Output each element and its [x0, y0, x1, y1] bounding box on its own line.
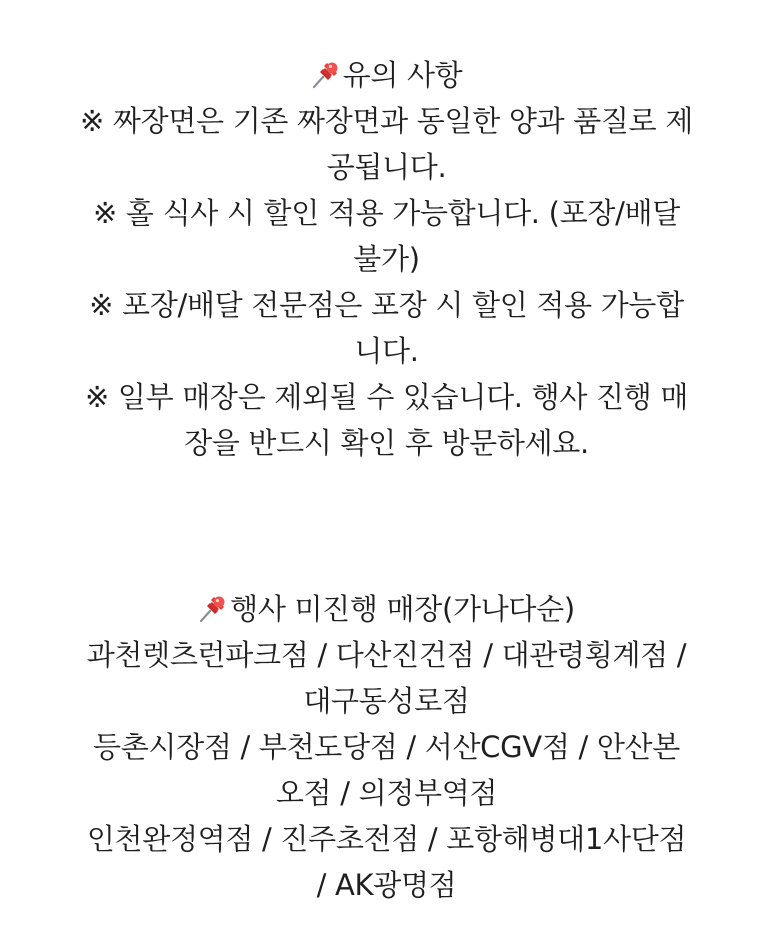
excluded-stores-section [0, 586, 773, 908]
stores-heading [0, 586, 773, 632]
store-list-line: / AK광명점 [316, 868, 457, 902]
pushpin-icon [198, 593, 228, 623]
notice-line: ※ 짜장면은 기존 짜장면과 동일한 양과 품질로 제 [80, 104, 693, 138]
stores-heading-text: 행사 미진행 매장(가나다순) [230, 592, 575, 626]
store-list-line: 과천렛츠런파크점 / 다산진건점 / 대관령횡계점 / [86, 638, 687, 672]
store-list-line: 등촌시장점 / 부천도당점 / 서산CGV점 / 안산본 [92, 730, 680, 764]
store-list-line: 대구동성로점 [303, 684, 470, 718]
notice-heading [0, 52, 773, 98]
notice-line: 장을 반드시 확인 후 방문하세요. [184, 426, 589, 460]
notice-line: ※ 홀 식사 시 할인 적용 가능합니다. (포장/배달 [93, 196, 680, 230]
pushpin-icon [311, 59, 341, 89]
notice-line: 불가) [353, 242, 420, 276]
notice-line: 니다. [354, 334, 419, 368]
notice-line: ※ 포장/배달 전문점은 포장 시 할인 적용 가능합 [89, 288, 684, 322]
notice-section [0, 52, 773, 466]
store-list-line: 오점 / 의정부역점 [275, 776, 498, 810]
notice-heading-text: 유의 사항 [342, 58, 463, 92]
notice-line: 공됩니다. [326, 150, 447, 184]
notice-line: ※ 일부 매장은 제외될 수 있습니다. 행사 진행 매 [84, 380, 689, 414]
store-list-line: 인천완정역점 / 진주초전점 / 포항해병대1사단점 [86, 822, 687, 856]
